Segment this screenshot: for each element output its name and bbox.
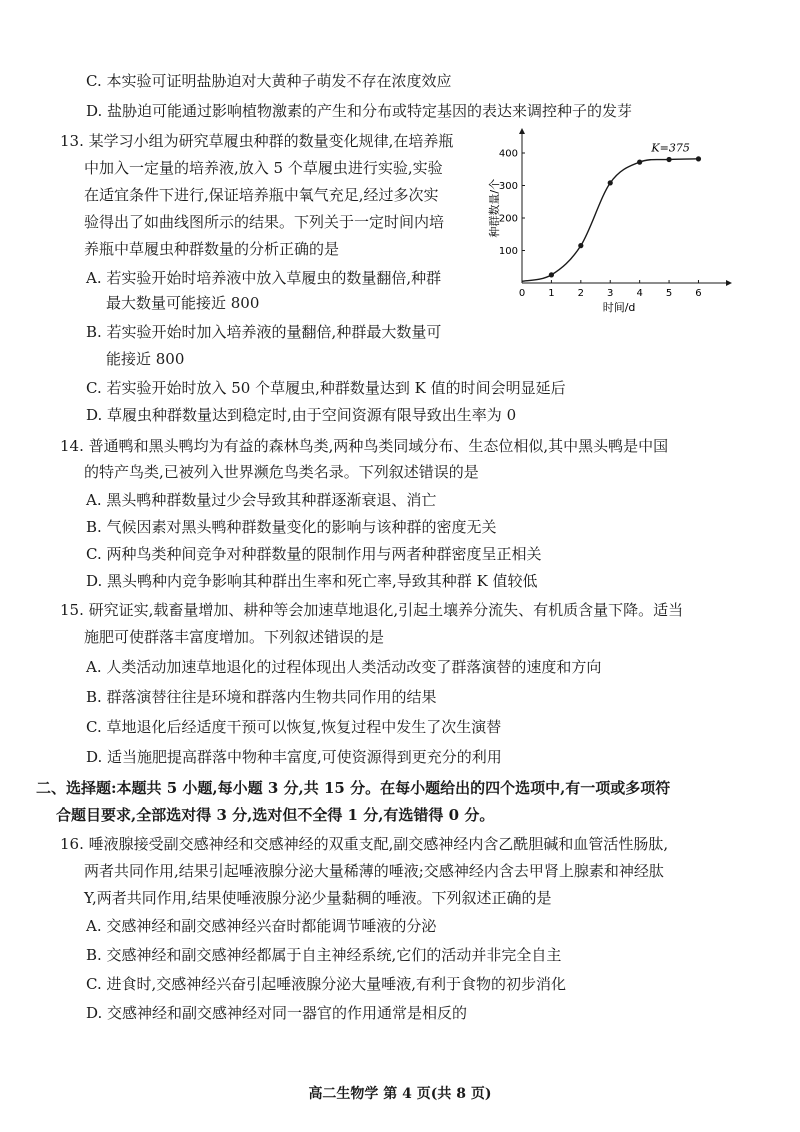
text-line: 16. 唾液腺接受副交感神经和交感神经的双重支配,副交感神经内含乙酰胆碱和血管活性肠肽, [60, 835, 669, 853]
text-line: 两者共同作用,结果引起唾液腺分泌大量稀薄的唾液;交感神经内含去甲肾上腺素和神经肽 [84, 862, 664, 880]
data-point [637, 160, 642, 165]
y-tick-label: 100 [498, 246, 518, 257]
text-line: A. 若实验开始时培养液中放入草履虫的数量翻倍,种群 [86, 269, 442, 287]
text-line: C. 两种鸟类种间竞争对种群数量的限制作用与两者种群密度呈正相关 [86, 545, 542, 563]
text-line: B. 气候因素对黑头鸭种群数量变化的影响与该种群的密度无关 [86, 518, 497, 536]
x-tick-label: 1 [548, 288, 555, 299]
population-curve [522, 159, 698, 282]
text-line: A. 人类活动加速草地退化的过程体现出人类活动改变了群落演替的速度和方向 [86, 658, 602, 676]
data-point [666, 157, 671, 162]
text-line: 13. 某学习小组为研究草履虫种群的数量变化规律,在培养瓶 [60, 132, 454, 150]
text-line: D. 交感神经和副交感神经对同一器官的作用通常是相反的 [86, 1004, 468, 1022]
text-line: 验得出了如曲线图所示的结果。下列关于一定时间内培 [84, 213, 445, 231]
y-axis-label: 种群数量/个 [488, 178, 501, 238]
data-point [549, 272, 554, 277]
text-line: 合题目要求,全部选对得 3 分,选对但不全得 1 分,有选错得 0 分。 [56, 806, 495, 824]
text-line: 15. 研究证实,载畜量增加、耕种等会加速草地退化,引起土壤养分流失、有机质含量下降。适当 [60, 601, 684, 619]
y-tick-label: 400 [498, 148, 518, 160]
text-line: A. 黑头鸭种群数量过少会导致其种群逐渐衰退、消亡 [86, 491, 437, 509]
page-footer: 高二生物学 第 4 页(共 8 页) [308, 1086, 492, 1102]
text-line: D. 黑头鸭种内竞争影响其种群出生率和死亡率,导致其种群 K 值较低 [86, 572, 538, 590]
data-point [608, 180, 613, 185]
text-line: 最大数量可能接近 800 [106, 294, 260, 312]
x-tick-label: 6 [695, 288, 702, 299]
x-tick-label: 5 [665, 288, 673, 299]
text-line: B. 交感神经和副交感神经都属于自主神经系统,它们的活动并非完全自主 [86, 946, 562, 964]
y-tick-label: 300 [498, 181, 518, 192]
x-tick-label: 2 [577, 288, 585, 299]
x-tick-label: 3 [607, 288, 614, 299]
text-line: B. 群落演替往往是环境和群落内生物共同作用的结果 [86, 688, 437, 706]
text-line: Y,两者共同作用,结果使唾液腺分泌少量黏稠的唾液。下列叙述正确的是 [84, 889, 552, 907]
text-line: C. 进食时,交感神经兴奋引起唾液腺分泌大量唾液,有利于食物的初步消化 [86, 975, 567, 993]
text-line: A. 交感神经和副交感神经兴奋时都能调节唾液的分泌 [86, 917, 437, 935]
text-line: 的特产鸟类,已被列入世界濒危鸟类名录。下列叙述错误的是 [84, 463, 479, 481]
x-axis-arrow [726, 280, 732, 286]
data-point [696, 156, 701, 161]
chart-axes [519, 128, 732, 286]
text-line: C. 本实验可证明盐胁迫对大黄种子萌发不存在浓度效应 [86, 72, 452, 90]
x-tick-label: 4 [636, 288, 643, 299]
x-tick-label: 0 [518, 288, 526, 299]
text-line: 养瓶中草履虫种群数量的分析正确的是 [84, 240, 340, 258]
text-line: 施肥可使群落丰富度增加。下列叙述错误的是 [84, 628, 385, 646]
text-line: 中加入一定量的培养液,放入 5 个草履虫进行实验,实验 [84, 159, 443, 177]
text-line: B. 若实验开始时加入培养液的量翻倍,种群最大数量可 [86, 323, 442, 341]
chart-points [549, 156, 701, 277]
text-line: C. 草地退化后经适度干预可以恢复,恢复过程中发生了次生演替 [86, 718, 502, 736]
x-axis-label: 时间/d [602, 301, 636, 314]
text-line: 能接近 800 [106, 350, 185, 368]
text-line: 14. 普通鸭和黑头鸭均为有益的森林鸟类,两种鸟类同域分布、生态位相似,其中黑头鸭是中国 [60, 437, 669, 455]
k-value-annotation: K=375 [651, 141, 690, 155]
text-line: D. 草履虫种群数量达到稳定时,由于空间资源有限导致出生率为 0 [86, 406, 517, 424]
text-line: 二、选择题:本题共 5 小题,每小题 3 分,共 15 分。在每小题给出的四个选项中,有一项或多项符 [36, 779, 671, 797]
text-line: C. 若实验开始时放入 50 个草履虫,种群数量达到 K 值的时间会明显延后 [86, 379, 566, 397]
text-line: 在适宜条件下进行,保证培养瓶中氧气充足,经过多次实 [84, 186, 439, 204]
y-tick-label: 200 [498, 213, 518, 225]
population-growth-chart [490, 130, 730, 320]
data-point [578, 243, 583, 248]
y-axis-arrow [519, 128, 525, 134]
chart-ticks [499, 149, 702, 300]
text-line: D. 盐胁迫可能通过影响植物激素的产生和分布或特定基因的表达来调控种子的发芽 [86, 102, 633, 120]
text-line: D. 适当施肥提高群落中物种丰富度,可使资源得到更充分的利用 [86, 748, 502, 766]
